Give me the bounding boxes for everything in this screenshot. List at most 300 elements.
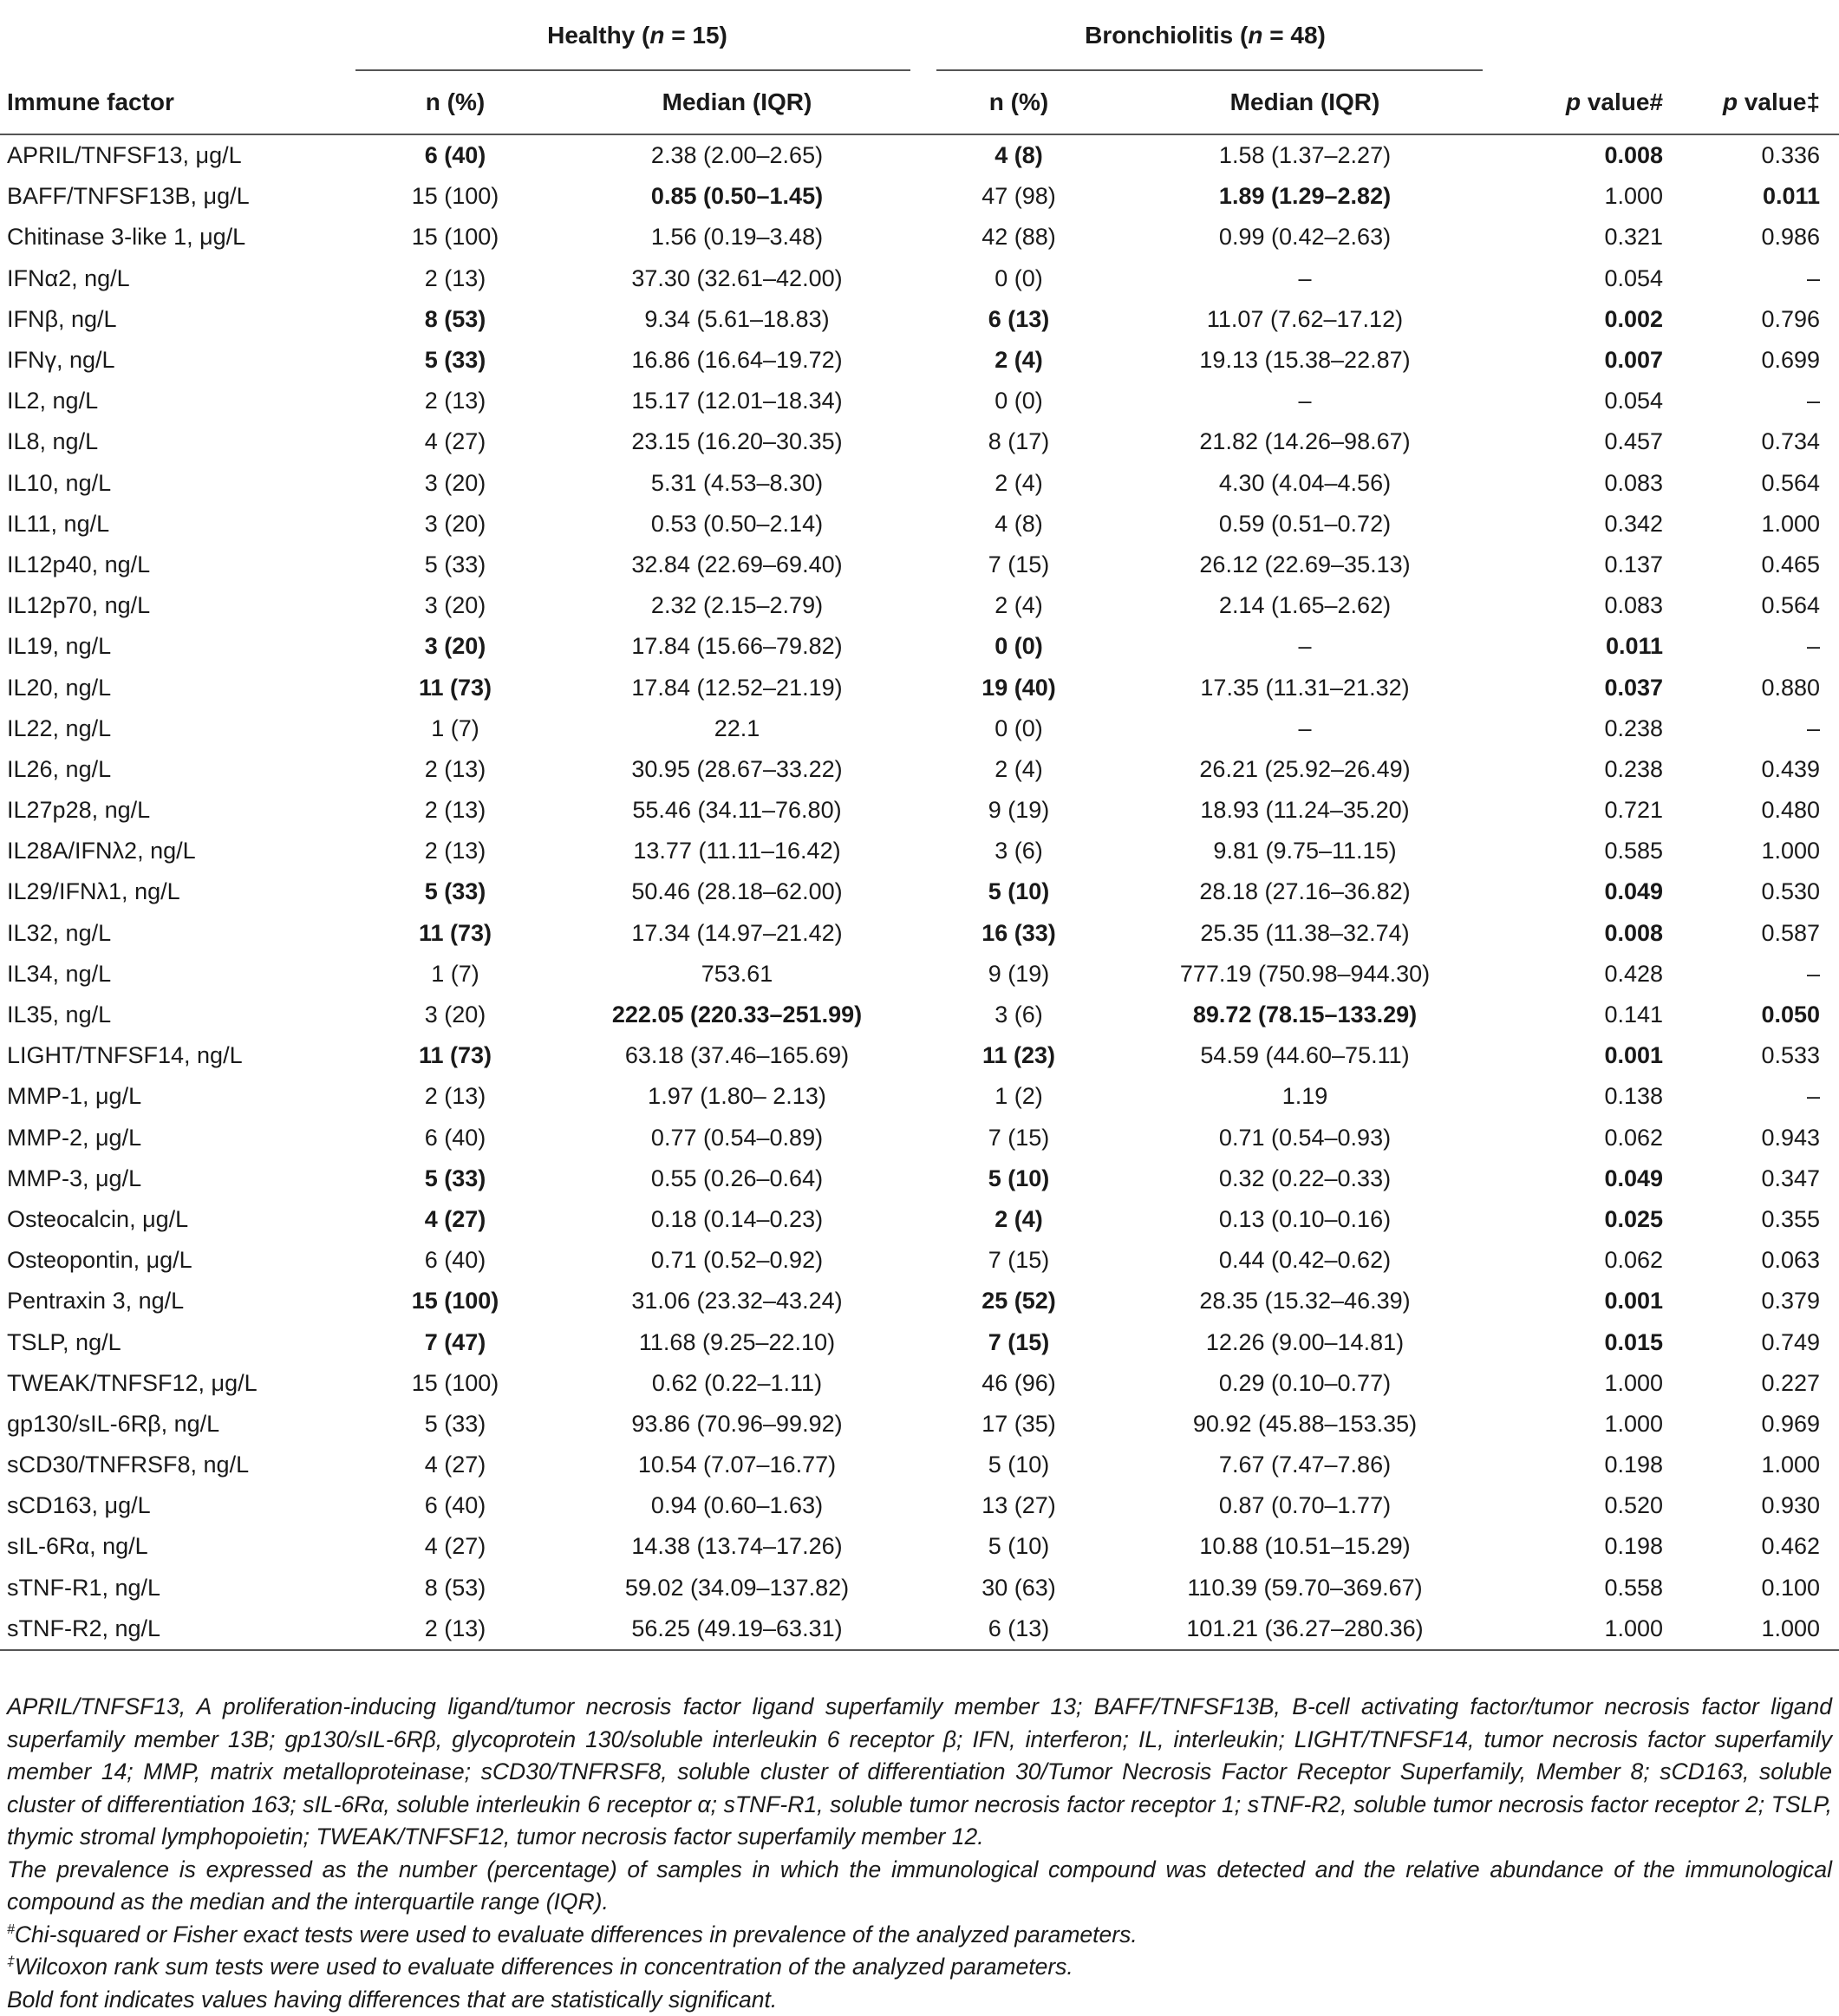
- cell-bronch-median: 1.89 (1.29–2.82): [1118, 176, 1491, 217]
- cell-p-value-chi: 0.198: [1491, 1445, 1682, 1485]
- cell-immune-factor: MMP-1, μg/L: [0, 1076, 355, 1117]
- table-row: [0, 626, 1839, 667]
- cell-healthy-median: 15.17 (12.01–18.34): [555, 381, 919, 421]
- table-row: [0, 871, 1839, 912]
- cell-healthy-n-pct: 6 (40): [355, 134, 555, 176]
- cell-immune-factor: IL22, ng/L: [0, 708, 355, 749]
- cell-healthy-median: 0.71 (0.52–0.92): [555, 1240, 919, 1281]
- healthy-n-value: = 15): [664, 22, 727, 49]
- cell-immune-factor: IL10, ng/L: [0, 463, 355, 504]
- cell-p-value-chi: 0.721: [1491, 790, 1682, 831]
- cell-healthy-n-pct: 15 (100): [355, 1363, 555, 1404]
- cell-healthy-n-pct: 15 (100): [355, 176, 555, 217]
- table-row: [0, 381, 1839, 421]
- cell-healthy-median: 50.46 (28.18–62.00): [555, 871, 919, 912]
- cell-healthy-n-pct: 3 (20): [355, 463, 555, 504]
- cell-immune-factor: Pentraxin 3, ng/L: [0, 1281, 355, 1321]
- cell-p-value-chi: 0.585: [1491, 831, 1682, 871]
- cell-bronch-median: 0.32 (0.22–0.33): [1118, 1158, 1491, 1199]
- cell-p-value-chi: 0.025: [1491, 1199, 1682, 1240]
- cell-healthy-n-pct: 3 (20): [355, 585, 555, 626]
- cell-immune-factor: IL12p70, ng/L: [0, 585, 355, 626]
- cell-bronch-median: 9.81 (9.75–11.15): [1118, 831, 1491, 871]
- table-row: [0, 134, 1839, 176]
- table-row: [0, 1526, 1839, 1567]
- cell-healthy-median: 14.38 (13.74–17.26): [555, 1526, 919, 1567]
- cell-healthy-n-pct: 15 (100): [355, 217, 555, 258]
- bronchiolitis-group-header: [919, 0, 1491, 71]
- cell-p-value-chi: 0.238: [1491, 708, 1682, 749]
- cell-healthy-n-pct: 2 (13): [355, 749, 555, 790]
- chi-squared-note: #Chi-squared or Fisher exact tests were used to evaluate differences in prevalence of the analyzed parameters.: [7, 1919, 1832, 1952]
- cell-healthy-median: 31.06 (23.32–43.24): [555, 1281, 919, 1321]
- cell-bronch-n-pct: 8 (17): [919, 421, 1118, 462]
- cell-p-value-chi: 1.000: [1491, 1363, 1682, 1404]
- table-row: [0, 1568, 1839, 1608]
- cell-p-value-chi: 0.015: [1491, 1321, 1682, 1362]
- cell-bronch-median: 26.21 (25.92–26.49): [1118, 749, 1491, 790]
- cell-immune-factor: IL34, ng/L: [0, 954, 355, 995]
- col-immune-factor: Immune factor: [0, 71, 355, 134]
- cell-p-value-chi: 0.138: [1491, 1076, 1682, 1117]
- cell-bronch-n-pct: 9 (19): [919, 954, 1118, 995]
- cell-bronch-n-pct: 2 (4): [919, 749, 1118, 790]
- cell-bronch-median: 17.35 (11.31–21.32): [1118, 667, 1491, 708]
- cell-p-value-chi: 0.002: [1491, 299, 1682, 340]
- cell-bronch-n-pct: 13 (27): [919, 1485, 1118, 1526]
- cell-healthy-median: 13.77 (11.11–16.42): [555, 831, 919, 871]
- cell-immune-factor: LIGHT/TNFSF14, ng/L: [0, 1035, 355, 1076]
- cell-healthy-median: 30.95 (28.67–33.22): [555, 749, 919, 790]
- cell-healthy-n-pct: 6 (40): [355, 1485, 555, 1526]
- cell-bronch-median: 2.14 (1.65–2.62): [1118, 585, 1491, 626]
- cell-p-value-wilcoxon: –: [1682, 258, 1839, 299]
- column-header-row: [0, 71, 1839, 134]
- cell-bronch-n-pct: 5 (10): [919, 871, 1118, 912]
- cell-p-value-wilcoxon: 0.880: [1682, 667, 1839, 708]
- cell-bronch-median: –: [1118, 381, 1491, 421]
- cell-p-value-chi: 0.083: [1491, 585, 1682, 626]
- healthy-group-rule: [355, 69, 910, 71]
- table-row: [0, 1363, 1839, 1404]
- cell-immune-factor: IL28A/IFNλ2, ng/L: [0, 831, 355, 871]
- table-row: [0, 176, 1839, 217]
- bronchiolitis-n-symbol: n: [1248, 22, 1262, 49]
- cell-immune-factor: IL8, ng/L: [0, 421, 355, 462]
- cell-bronch-median: 1.58 (1.37–2.27): [1118, 134, 1491, 176]
- cell-healthy-n-pct: 3 (20): [355, 504, 555, 545]
- cell-healthy-median: 0.62 (0.22–1.11): [555, 1363, 919, 1404]
- cell-healthy-median: 59.02 (34.09–137.82): [555, 1568, 919, 1608]
- cell-healthy-n-pct: 5 (33): [355, 340, 555, 381]
- cell-bronch-n-pct: 19 (40): [919, 667, 1118, 708]
- cell-healthy-median: 10.54 (7.07–16.77): [555, 1445, 919, 1485]
- table-row: [0, 1445, 1839, 1485]
- cell-bronch-median: 777.19 (750.98–944.30): [1118, 954, 1491, 995]
- cell-p-value-wilcoxon: 1.000: [1682, 831, 1839, 871]
- cell-p-value-wilcoxon: 0.480: [1682, 790, 1839, 831]
- cell-bronch-median: –: [1118, 258, 1491, 299]
- cell-p-value-chi: 0.520: [1491, 1485, 1682, 1526]
- cell-immune-factor: IFNβ, ng/L: [0, 299, 355, 340]
- bronchiolitis-group-label: Bronchiolitis (: [1085, 22, 1248, 49]
- cell-bronch-median: 10.88 (10.51–15.29): [1118, 1526, 1491, 1567]
- cell-p-value-wilcoxon: 0.734: [1682, 421, 1839, 462]
- cell-healthy-n-pct: 3 (20): [355, 995, 555, 1035]
- table-row: [0, 1485, 1839, 1526]
- cell-bronch-median: 18.93 (11.24–35.20): [1118, 790, 1491, 831]
- cell-healthy-median: 11.68 (9.25–22.10): [555, 1321, 919, 1362]
- cell-healthy-n-pct: 6 (40): [355, 1118, 555, 1158]
- table-row: [0, 995, 1839, 1035]
- cell-bronch-n-pct: 25 (52): [919, 1281, 1118, 1321]
- cell-healthy-median: 0.77 (0.54–0.89): [555, 1118, 919, 1158]
- cell-healthy-n-pct: 6 (40): [355, 1240, 555, 1281]
- cell-p-value-wilcoxon: 0.462: [1682, 1526, 1839, 1567]
- cell-bronch-n-pct: 7 (15): [919, 545, 1118, 585]
- cell-healthy-n-pct: 2 (13): [355, 258, 555, 299]
- table-row: [0, 1321, 1839, 1362]
- cell-immune-factor: IL35, ng/L: [0, 995, 355, 1035]
- cell-healthy-median: 0.18 (0.14–0.23): [555, 1199, 919, 1240]
- cell-p-value-wilcoxon: 0.986: [1682, 217, 1839, 258]
- table-row: [0, 340, 1839, 381]
- cell-p-value-chi: 0.011: [1491, 626, 1682, 667]
- cell-healthy-median: 1.56 (0.19–3.48): [555, 217, 919, 258]
- cell-healthy-n-pct: 2 (13): [355, 790, 555, 831]
- cell-healthy-n-pct: 2 (13): [355, 831, 555, 871]
- table-body: [0, 134, 1839, 1650]
- cell-immune-factor: APRIL/TNFSF13, μg/L: [0, 134, 355, 176]
- cell-healthy-median: 5.31 (4.53–8.30): [555, 463, 919, 504]
- cell-immune-factor: IL27p28, ng/L: [0, 790, 355, 831]
- col-healthy-median: Median (IQR): [555, 71, 919, 134]
- cell-healthy-median: 0.55 (0.26–0.64): [555, 1158, 919, 1199]
- cell-p-value-wilcoxon: 0.063: [1682, 1240, 1839, 1281]
- cell-p-value-chi: 0.141: [1491, 995, 1682, 1035]
- cell-healthy-median: 16.86 (16.64–19.72): [555, 340, 919, 381]
- cell-immune-factor: IL19, ng/L: [0, 626, 355, 667]
- cell-immune-factor: sCD30/TNFRSF8, ng/L: [0, 1445, 355, 1485]
- cell-p-value-wilcoxon: 0.465: [1682, 545, 1839, 585]
- table-row: [0, 1118, 1839, 1158]
- cell-p-value-wilcoxon: 1.000: [1682, 1445, 1839, 1485]
- table-row: [0, 1076, 1839, 1117]
- cell-bronch-median: 0.71 (0.54–0.93): [1118, 1118, 1491, 1158]
- cell-immune-factor: Osteocalcin, μg/L: [0, 1199, 355, 1240]
- cell-healthy-median: 222.05 (220.33–251.99): [555, 995, 919, 1035]
- cell-healthy-n-pct: 5 (33): [355, 1158, 555, 1199]
- cell-bronch-median: 0.87 (0.70–1.77): [1118, 1485, 1491, 1526]
- cell-bronch-n-pct: 16 (33): [919, 913, 1118, 954]
- cell-immune-factor: sCD163, μg/L: [0, 1485, 355, 1526]
- cell-immune-factor: IL12p40, ng/L: [0, 545, 355, 585]
- cell-p-value-wilcoxon: 0.699: [1682, 340, 1839, 381]
- cell-p-value-wilcoxon: 0.564: [1682, 585, 1839, 626]
- cell-healthy-median: 2.38 (2.00–2.65): [555, 134, 919, 176]
- table-row: [0, 1281, 1839, 1321]
- cell-healthy-median: 22.1: [555, 708, 919, 749]
- cell-bronch-median: 101.21 (36.27–280.36): [1118, 1608, 1491, 1650]
- cell-bronch-n-pct: 2 (4): [919, 585, 1118, 626]
- cell-healthy-median: 0.94 (0.60–1.63): [555, 1485, 919, 1526]
- healthy-group-label: Healthy (: [547, 22, 649, 49]
- cell-immune-factor: IL32, ng/L: [0, 913, 355, 954]
- cell-healthy-median: 753.61: [555, 954, 919, 995]
- table-row: [0, 217, 1839, 258]
- table-row: [0, 913, 1839, 954]
- cell-bronch-n-pct: 0 (0): [919, 626, 1118, 667]
- cell-healthy-median: 55.46 (34.11–76.80): [555, 790, 919, 831]
- cell-healthy-median: 17.84 (12.52–21.19): [555, 667, 919, 708]
- cell-bronch-median: 28.18 (27.16–36.82): [1118, 871, 1491, 912]
- cell-healthy-median: 2.32 (2.15–2.79): [555, 585, 919, 626]
- wilcoxon-note: ‡Wilcoxon rank sum tests were used to evaluate differences in concentration of the analyzed parameters.: [7, 1951, 1832, 1984]
- cell-p-value-wilcoxon: 0.930: [1682, 1485, 1839, 1526]
- cell-p-value-chi: 0.558: [1491, 1568, 1682, 1608]
- cell-bronch-median: 12.26 (9.00–14.81): [1118, 1321, 1491, 1362]
- cell-healthy-median: 9.34 (5.61–18.83): [555, 299, 919, 340]
- cell-bronch-median: 89.72 (78.15–133.29): [1118, 995, 1491, 1035]
- cell-p-value-chi: 0.037: [1491, 667, 1682, 708]
- cell-p-value-chi: 0.008: [1491, 913, 1682, 954]
- table-row: [0, 1404, 1839, 1445]
- cell-bronch-n-pct: 9 (19): [919, 790, 1118, 831]
- cell-bronch-n-pct: 42 (88): [919, 217, 1118, 258]
- cell-bronch-n-pct: 17 (35): [919, 1404, 1118, 1445]
- cell-p-value-chi: 1.000: [1491, 1608, 1682, 1650]
- cell-bronch-n-pct: 7 (15): [919, 1321, 1118, 1362]
- cell-p-value-chi: 0.054: [1491, 258, 1682, 299]
- cell-healthy-n-pct: 11 (73): [355, 1035, 555, 1076]
- cell-healthy-n-pct: 1 (7): [355, 954, 555, 995]
- cell-immune-factor: gp130/sIL-6Rβ, ng/L: [0, 1404, 355, 1445]
- cell-bronch-median: 90.92 (45.88–153.35): [1118, 1404, 1491, 1445]
- cell-healthy-n-pct: 4 (27): [355, 1445, 555, 1485]
- cell-bronch-n-pct: 4 (8): [919, 134, 1118, 176]
- cell-p-value-chi: 0.062: [1491, 1240, 1682, 1281]
- cell-healthy-median: 17.84 (15.66–79.82): [555, 626, 919, 667]
- cell-p-value-chi: 0.457: [1491, 421, 1682, 462]
- cell-bronch-median: 4.30 (4.04–4.56): [1118, 463, 1491, 504]
- col-bronch-median: Median (IQR): [1118, 71, 1491, 134]
- table-row: [0, 954, 1839, 995]
- cell-healthy-n-pct: 2 (13): [355, 381, 555, 421]
- cell-bronch-n-pct: 0 (0): [919, 708, 1118, 749]
- cell-p-value-wilcoxon: 0.564: [1682, 463, 1839, 504]
- cell-p-value-wilcoxon: 0.347: [1682, 1158, 1839, 1199]
- cell-bronch-n-pct: 46 (96): [919, 1363, 1118, 1404]
- cell-healthy-n-pct: 5 (33): [355, 1404, 555, 1445]
- cell-p-value-wilcoxon: –: [1682, 1076, 1839, 1117]
- cell-bronch-n-pct: 2 (4): [919, 340, 1118, 381]
- cell-bronch-n-pct: 5 (10): [919, 1445, 1118, 1485]
- cell-bronch-median: 28.35 (15.32–46.39): [1118, 1281, 1491, 1321]
- cell-p-value-wilcoxon: 0.227: [1682, 1363, 1839, 1404]
- cell-p-value-chi: 0.007: [1491, 340, 1682, 381]
- cell-healthy-n-pct: 1 (7): [355, 708, 555, 749]
- cell-bronch-n-pct: 30 (63): [919, 1568, 1118, 1608]
- cell-immune-factor: TSLP, ng/L: [0, 1321, 355, 1362]
- cell-p-value-chi: 1.000: [1491, 176, 1682, 217]
- cell-immune-factor: IFNγ, ng/L: [0, 340, 355, 381]
- cell-bronch-median: 0.44 (0.42–0.62): [1118, 1240, 1491, 1281]
- table-row: [0, 790, 1839, 831]
- cell-healthy-n-pct: 4 (27): [355, 1526, 555, 1567]
- table-row: [0, 667, 1839, 708]
- cell-healthy-n-pct: 4 (27): [355, 1199, 555, 1240]
- cell-immune-factor: IFNα2, ng/L: [0, 258, 355, 299]
- cell-healthy-n-pct: 4 (27): [355, 421, 555, 462]
- prevalence-note: The prevalence is expressed as the number (percentage) of samples in which the immunological compound was detected and the relative abundance of the immunological compound as the median and the interquartile range (IQR).: [7, 1854, 1832, 1919]
- cell-p-value-wilcoxon: 0.533: [1682, 1035, 1839, 1076]
- cell-p-value-wilcoxon: 0.439: [1682, 749, 1839, 790]
- cell-bronch-median: –: [1118, 708, 1491, 749]
- cell-p-value-wilcoxon: 1.000: [1682, 1608, 1839, 1650]
- cell-p-value-wilcoxon: 0.336: [1682, 134, 1839, 176]
- cell-p-value-chi: 0.083: [1491, 463, 1682, 504]
- cell-p-value-wilcoxon: 0.969: [1682, 1404, 1839, 1445]
- table-row: [0, 749, 1839, 790]
- cell-bronch-n-pct: 2 (4): [919, 1199, 1118, 1240]
- cell-bronch-n-pct: 47 (98): [919, 176, 1118, 217]
- cell-bronch-n-pct: 7 (15): [919, 1118, 1118, 1158]
- cell-p-value-chi: 0.001: [1491, 1281, 1682, 1321]
- cell-p-value-chi: 0.342: [1491, 504, 1682, 545]
- cell-healthy-median: 1.97 (1.80– 2.13): [555, 1076, 919, 1117]
- cell-p-value-chi: 0.049: [1491, 871, 1682, 912]
- cell-p-value-chi: 0.062: [1491, 1118, 1682, 1158]
- cell-bronch-median: 25.35 (11.38–32.74): [1118, 913, 1491, 954]
- cell-healthy-n-pct: 5 (33): [355, 545, 555, 585]
- table-row: [0, 299, 1839, 340]
- table-row: [0, 1240, 1839, 1281]
- cell-p-value-chi: 0.054: [1491, 381, 1682, 421]
- table-row: [0, 463, 1839, 504]
- cell-bronch-median: 26.12 (22.69–35.13): [1118, 545, 1491, 585]
- cell-bronch-median: 0.59 (0.51–0.72): [1118, 504, 1491, 545]
- table-row: [0, 585, 1839, 626]
- cell-bronch-n-pct: 0 (0): [919, 258, 1118, 299]
- cell-p-value-chi: 0.001: [1491, 1035, 1682, 1076]
- cell-immune-factor: IL2, ng/L: [0, 381, 355, 421]
- cell-bronch-median: 1.19: [1118, 1076, 1491, 1117]
- cell-p-value-chi: 0.238: [1491, 749, 1682, 790]
- cell-p-value-wilcoxon: 0.796: [1682, 299, 1839, 340]
- cell-healthy-n-pct: 15 (100): [355, 1281, 555, 1321]
- cell-bronch-median: 0.13 (0.10–0.16): [1118, 1199, 1491, 1240]
- cell-p-value-wilcoxon: 0.587: [1682, 913, 1839, 954]
- cell-bronch-n-pct: 5 (10): [919, 1158, 1118, 1199]
- healthy-group-header: [355, 0, 919, 71]
- cell-p-value-wilcoxon: 0.355: [1682, 1199, 1839, 1240]
- cell-p-value-wilcoxon: 0.943: [1682, 1118, 1839, 1158]
- table-row: [0, 258, 1839, 299]
- cell-bronch-n-pct: 0 (0): [919, 381, 1118, 421]
- table-row: [0, 504, 1839, 545]
- cell-healthy-median: 0.53 (0.50–2.14): [555, 504, 919, 545]
- cell-immune-factor: Chitinase 3-like 1, μg/L: [0, 217, 355, 258]
- cell-bronch-median: 19.13 (15.38–22.87): [1118, 340, 1491, 381]
- cell-p-value-chi: 0.198: [1491, 1526, 1682, 1567]
- cell-healthy-n-pct: 8 (53): [355, 299, 555, 340]
- cell-healthy-n-pct: 3 (20): [355, 626, 555, 667]
- cell-immune-factor: IL26, ng/L: [0, 749, 355, 790]
- cell-healthy-n-pct: 8 (53): [355, 1568, 555, 1608]
- cell-p-value-wilcoxon: 0.530: [1682, 871, 1839, 912]
- cell-healthy-n-pct: 2 (13): [355, 1076, 555, 1117]
- cell-bronch-n-pct: 4 (8): [919, 504, 1118, 545]
- cell-p-value-wilcoxon: 0.100: [1682, 1568, 1839, 1608]
- cell-immune-factor: MMP-3, μg/L: [0, 1158, 355, 1199]
- cell-p-value-wilcoxon: 0.011: [1682, 176, 1839, 217]
- cell-bronch-median: 110.39 (59.70–369.67): [1118, 1568, 1491, 1608]
- table-row: [0, 545, 1839, 585]
- cell-bronch-median: 54.59 (44.60–75.11): [1118, 1035, 1491, 1076]
- cell-healthy-median: 37.30 (32.61–42.00): [555, 258, 919, 299]
- cell-p-value-wilcoxon: –: [1682, 381, 1839, 421]
- cell-p-value-chi: 0.321: [1491, 217, 1682, 258]
- cell-bronch-median: 0.29 (0.10–0.77): [1118, 1363, 1491, 1404]
- cell-healthy-median: 63.18 (37.46–165.69): [555, 1035, 919, 1076]
- cell-bronch-n-pct: 3 (6): [919, 831, 1118, 871]
- cell-healthy-n-pct: 7 (47): [355, 1321, 555, 1362]
- cell-p-value-wilcoxon: 0.749: [1682, 1321, 1839, 1362]
- group-header-row: [0, 0, 1839, 71]
- cell-immune-factor: sIL-6Rα, ng/L: [0, 1526, 355, 1567]
- cell-immune-factor: sTNF-R2, ng/L: [0, 1608, 355, 1650]
- cell-bronch-n-pct: 11 (23): [919, 1035, 1118, 1076]
- cell-healthy-median: 56.25 (49.19–63.31): [555, 1608, 919, 1650]
- cell-p-value-wilcoxon: –: [1682, 626, 1839, 667]
- cell-immune-factor: Osteopontin, μg/L: [0, 1240, 355, 1281]
- cell-immune-factor: TWEAK/TNFSF12, μg/L: [0, 1363, 355, 1404]
- bold-font-note: Bold font indicates values having differences that are statistically significant.: [7, 1984, 1832, 2016]
- bronchiolitis-n-value: = 48): [1262, 22, 1325, 49]
- cell-healthy-n-pct: 11 (73): [355, 667, 555, 708]
- col-p-value-chi: p value#: [1491, 71, 1682, 134]
- table-footnotes: [7, 1691, 1832, 2016]
- cell-healthy-n-pct: 5 (33): [355, 871, 555, 912]
- cell-immune-factor: sTNF-R1, ng/L: [0, 1568, 355, 1608]
- cell-healthy-median: 23.15 (16.20–30.35): [555, 421, 919, 462]
- cell-healthy-median: 32.84 (22.69–69.40): [555, 545, 919, 585]
- cell-p-value-wilcoxon: 0.379: [1682, 1281, 1839, 1321]
- cell-immune-factor: BAFF/TNFSF13B, μg/L: [0, 176, 355, 217]
- cell-healthy-median: 93.86 (70.96–99.92): [555, 1404, 919, 1445]
- table-row: [0, 1158, 1839, 1199]
- cell-immune-factor: IL29/IFNλ1, ng/L: [0, 871, 355, 912]
- cell-p-value-chi: 0.049: [1491, 1158, 1682, 1199]
- cell-p-value-wilcoxon: 0.050: [1682, 995, 1839, 1035]
- cell-healthy-n-pct: 2 (13): [355, 1608, 555, 1650]
- table-row: [0, 1035, 1839, 1076]
- cell-p-value-chi: 0.428: [1491, 954, 1682, 995]
- cell-bronch-median: 21.82 (14.26–98.67): [1118, 421, 1491, 462]
- col-healthy-n-pct: n (%): [355, 71, 555, 134]
- cell-p-value-chi: 1.000: [1491, 1404, 1682, 1445]
- table-row: [0, 831, 1839, 871]
- cell-bronch-median: 7.67 (7.47–7.86): [1118, 1445, 1491, 1485]
- cell-immune-factor: IL11, ng/L: [0, 504, 355, 545]
- cell-bronch-n-pct: 6 (13): [919, 1608, 1118, 1650]
- cell-bronch-n-pct: 1 (2): [919, 1076, 1118, 1117]
- cell-p-value-chi: 0.008: [1491, 134, 1682, 176]
- col-p-value-wilcoxon: p value‡: [1682, 71, 1839, 134]
- cell-healthy-median: 0.85 (0.50–1.45): [555, 176, 919, 217]
- table-row: [0, 1608, 1839, 1650]
- table-row: [0, 708, 1839, 749]
